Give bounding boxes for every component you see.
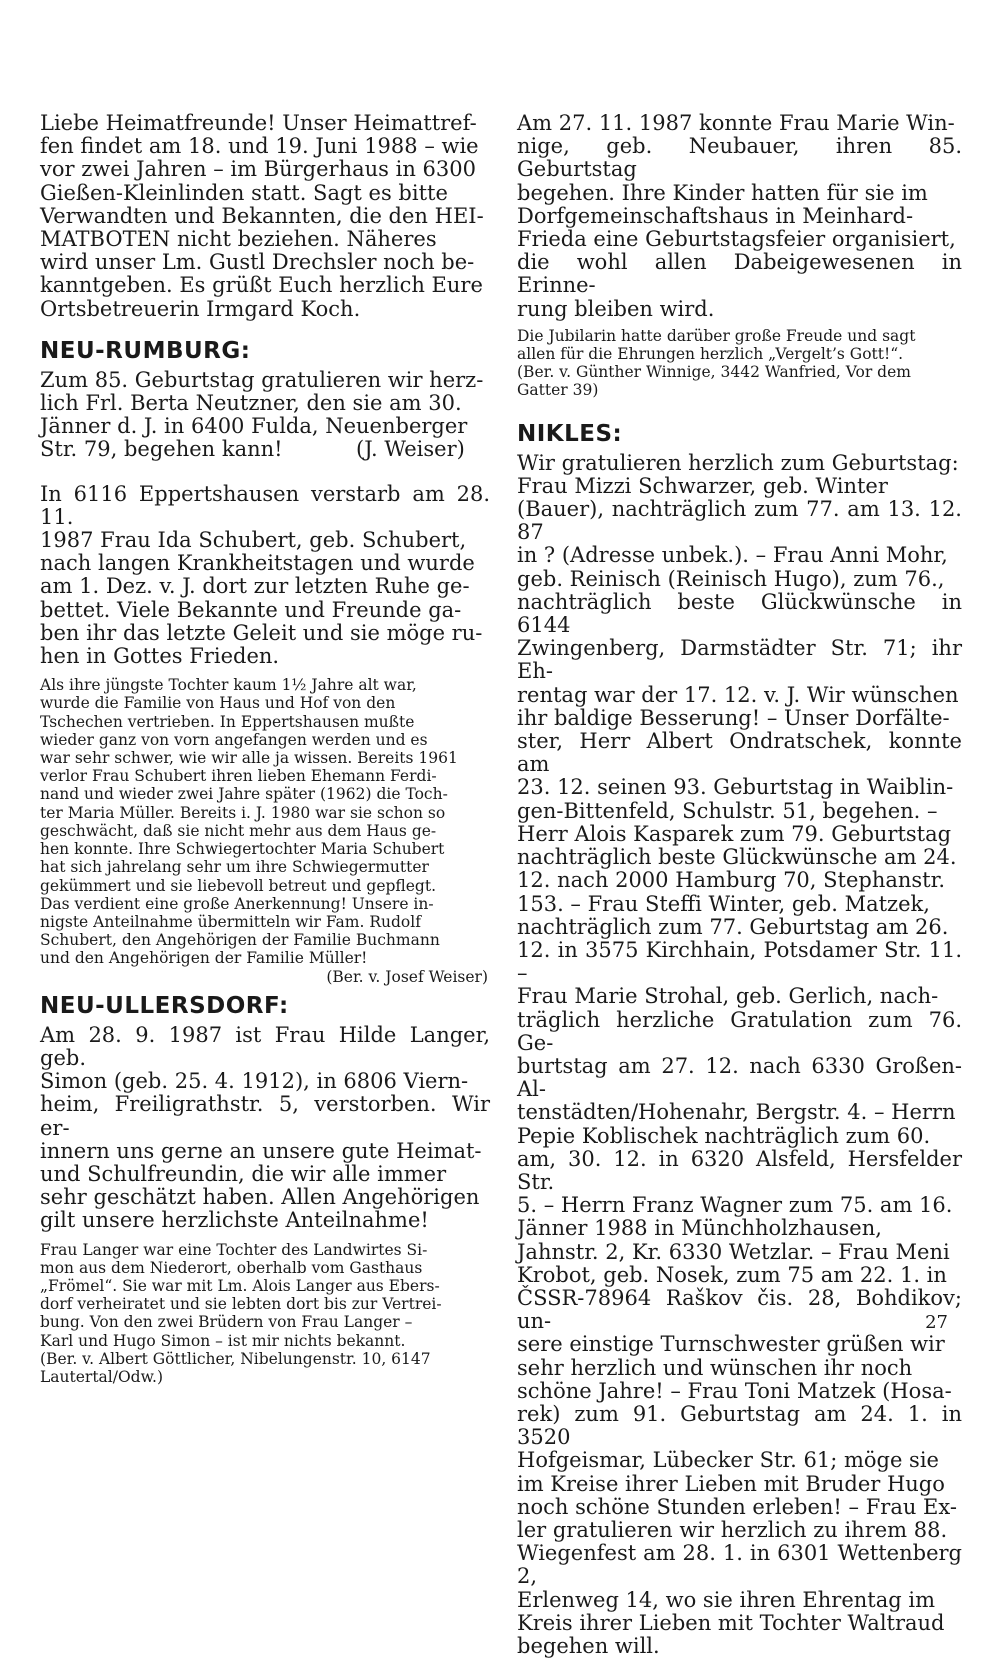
text-line: sere einstige Turnschwester grüßen wir [517, 1332, 945, 1357]
text-line: Wir gratulieren herzlich zum Geburtstag: [517, 450, 959, 475]
text-line: Lautertal/Odw.) [40, 1367, 164, 1386]
text-line: hat sich jahrelang sehr um ihre Schwiegermutter [40, 858, 429, 877]
text-line: Gießen-Kleinlinden statt. Sagt es bitte [40, 180, 448, 205]
text-line: bettet. Viele Bekannte und Freunde ga- [40, 597, 462, 622]
text-line: Liebe Heimatfreunde! Unser Heimattref- [40, 111, 477, 135]
text-line: Hofgeismar, Lübecker Str. 61; möge sie [517, 1448, 939, 1473]
text-line: ihr baldige Besserung! – Unser Dorfälte- [517, 705, 950, 730]
text-line: Wiegenfest am 28. 1. in 6301 Wettenberg 2, [517, 1541, 962, 1589]
text-line: „Frömel“. Sie war mit Lm. Alois Langer aus Ebers- [40, 1276, 440, 1295]
text-line: bung. Von den zwei Brüdern von Frau Langer – [40, 1313, 413, 1332]
text-line: Verwandten und Bekannten, die den HEI- [40, 203, 484, 228]
text-line: nach langen Krankheitstagen und wurde [40, 551, 475, 576]
text-line: allen für die Ehrungen herzlich „Vergelt’s Gott!“. [517, 345, 904, 364]
text-line: nachträglich beste Glückwünsche am 24. [517, 845, 957, 870]
text-line: innern uns gerne an unsere gute Heimat- [40, 1138, 482, 1163]
text-line: Karl und Hugo Simon – ist mir nichts bekannt. [40, 1331, 406, 1350]
text-line: Ortsbetreuerin Irmgard Koch. [40, 296, 361, 321]
text-line: 1987 Frau Ida Schubert, geb. Schubert, [40, 528, 467, 553]
text-line: Krobot, geb. Nosek, zum 75 am 22. 1. in [517, 1262, 947, 1287]
text-line: (Ber. v. Günther Winnige, 3442 Wanfried, Vor dem [517, 363, 911, 382]
text-line: im Kreise ihrer Lieben mit Bruder Hugo [517, 1471, 945, 1496]
text-line: mon aus dem Niederort, oberhalb vom Gasthaus [40, 1258, 423, 1277]
text-line: Jahnstr. 2, Kr. 6330 Wetzlar. – Frau Meni [517, 1239, 950, 1264]
text-line: verlor Frau Schubert ihren lieben Ehemann Ferdi- [40, 767, 437, 786]
text-line: geb. Reinisch (Reinisch Hugo), zum 76., [517, 566, 945, 591]
text-line: Frieda eine Geburtstagsfeier organisiert, [517, 227, 956, 252]
text-line: ter Maria Müller. Bereits i. J. 1980 war sie schon so [40, 803, 446, 822]
text-line: 5. – Herrn Franz Wagner zum 75. am 16. [517, 1193, 953, 1218]
text-line: begehen. Ihre Kinder hatten für sie im [517, 180, 928, 205]
text-line: die wohl allen Dabeigewesenen in Erinne- [517, 250, 962, 298]
text-line: in ? (Adresse unbek.). – Frau Anni Mohr, [517, 543, 948, 568]
text-line: ster, Herr Albert Ondratschek, konnte am [517, 729, 962, 777]
text-line: Das verdient eine große Anerkennung! Unsere in- [40, 894, 434, 913]
text-line: gekümmert und sie liebevoll betreut und gepflegt. [40, 876, 437, 895]
text-line: gen-Bittenfeld, Schulstr. 51, begehen. – [517, 798, 938, 823]
text-line: hen konnte. Ihre Schwiegertochter Maria Schubert [40, 840, 445, 859]
text-line: Die Jubilarin hatte darüber große Freude und sagt [517, 326, 916, 345]
text-line: Gatter 39) [517, 381, 599, 400]
text-line: Jänner d. J. in 6400 Fulda, Neuenberger [40, 414, 468, 439]
text-line: Dorfgemeinschaftshaus in Meinhard- [517, 203, 914, 228]
text-line: Herr Alois Kasparek zum 79. Geburtstag [517, 821, 952, 846]
text-line: nige, geb. Neubauer, ihren 85. Geburtstag [517, 134, 962, 182]
text-line: rentag war der 17. 12. v. J. Wir wünschen [517, 682, 959, 707]
neu-rumburg-paragraph-2 [40, 483, 490, 669]
text-line: war sehr schwer, wie wir alle ja wissen. Bereits 1961 [40, 749, 458, 768]
text-line: begehen will. [517, 1634, 660, 1658]
neu-rumburg-paragraph-1 [40, 369, 490, 462]
text-line: Zwingenberg, Darmstädter Str. 71; ihr Eh- [517, 636, 962, 684]
text-line: Tschechen vertrieben. In Eppertshausen mußte [40, 712, 415, 731]
text-line: und Schulfreundin, die wir alle immer [40, 1161, 447, 1186]
text-line: schöne Jahre! – Frau Toni Matzek (Hosa- [517, 1378, 952, 1403]
text-line: Kreis ihrer Lieben mit Tochter Waltraud [517, 1610, 945, 1635]
section-heading-neu-rumburg: NEU-RUMBURG: [40, 337, 251, 364]
text-line: am 1. Dez. v. J. dort zur letzten Ruhe ge- [40, 574, 470, 599]
right-column [517, 110, 962, 1658]
text-line: wurde die Familie von Haus und Hof von den [40, 694, 396, 713]
text-line: Zum 85. Geburtstag gratulieren wir herz- [40, 367, 484, 392]
text-line: (Ber. v. Albert Göttlicher, Nibelungenstr. 10, 6147 [40, 1349, 431, 1368]
text-line: dorf verheiratet und sie lebten dort bis zur Vertrei- [40, 1295, 442, 1314]
text-line: 153. – Frau Steffi Winter, geb. Matzek, [517, 891, 930, 916]
text-line: am, 30. 12. in 6320 Alsfeld, Hersfelder Str. [517, 1146, 962, 1194]
neu-rumburg-small-text [40, 676, 490, 967]
text-line: Frau Langer war eine Tochter des Landwirtes Si- [40, 1240, 428, 1259]
neu-rumburg-credit: (Ber. v. Josef Weiser) [326, 967, 488, 986]
text-line: Frau Marie Strohal, geb. Gerlich, nach- [517, 984, 939, 1009]
winnige-small-text [517, 327, 962, 400]
intro-paragraph [40, 112, 490, 321]
text-line: wieder ganz von vorn angefangen werden und es [40, 730, 428, 749]
neu-ullersdorf-small-text [40, 1241, 490, 1387]
section-heading-nikles: NIKLES: [517, 420, 623, 447]
text-line: ben ihr das letzte Geleit und sie möge ru- [40, 620, 483, 645]
text-line: (Bauer), nachträglich zum 77. am 13. 12. 87 [517, 497, 962, 545]
text-line: rung bleiben wird. [517, 296, 715, 321]
text-line: sehr herzlich und wünschen ihr noch [517, 1355, 913, 1380]
text-line: kanntgeben. Es grüßt Euch herzlich Eure [40, 273, 483, 298]
neu-ullersdorf-paragraph [40, 1024, 490, 1233]
text-line: noch schöne Stunden erleben! – Frau Ex- [517, 1494, 957, 1519]
text-line: MATBOTEN nicht beziehen. Näheres [40, 227, 437, 252]
text-line: lich Frl. Berta Neutzner, den sie am 30. [40, 391, 462, 416]
text-line: wird unser Lm. Gustl Drechsler noch be- [40, 250, 475, 275]
text-line: hen in Gottes Frieden. [40, 644, 280, 669]
text-line: nachträglich zum 77. Geburtstag am 26. [517, 914, 949, 939]
text-line: Frau Mizzi Schwarzer, geb. Winter [517, 473, 888, 498]
text-line: träglich herzliche Gratulation zum 76. Ge- [517, 1007, 962, 1055]
winnige-paragraph [517, 112, 962, 321]
text-line: burtstag am 27. 12. nach 6330 Großen-Al- [517, 1053, 962, 1102]
text-line: vor zwei Jahren – im Bürgerhaus in 6300 [40, 157, 476, 182]
text-line: tenstädten/Hohenahr, Bergstr. 4. – Herrn [517, 1100, 956, 1125]
text-line: 12. in 3575 Kirchhain, Potsdamer Str. 11. – [517, 937, 962, 986]
text-line: 23. 12. seinen 93. Geburtstag in Waiblin- [517, 775, 954, 800]
text-line: nand und wieder zwei Jahre später (1962) die Toch- [40, 785, 448, 804]
text-line: heim, Freiligrathstr. 5, verstorben. Wir er- [40, 1092, 490, 1140]
text-line: gilt unsere herzlichste Anteilnahme! [40, 1208, 429, 1233]
text-line: Schubert, den Angehörigen der Familie Buchmann [40, 931, 440, 950]
text-line: ČSSR-78964 Raškov čis. 28, Bohdikov; un- [517, 1285, 962, 1334]
text-line: nachträglich beste Glückwünsche in 6144 [517, 589, 962, 638]
text-line: sehr geschätzt haben. Allen Angehörigen [40, 1185, 480, 1210]
text-line: Am 28. 9. 1987 ist Frau Hilde Langer, geb. [40, 1022, 490, 1070]
nikles-paragraph [517, 452, 962, 1658]
text-line: Als ihre jüngste Tochter kaum 1½ Jahre alt war, [40, 676, 417, 695]
text-line: 12. nach 2000 Hamburg 70, Stephanstr. [517, 868, 946, 893]
text-line: ler gratulieren wir herzlich zu ihrem 88. [517, 1517, 948, 1542]
text-line: rek) zum 91. Geburtstag am 24. 1. in 3520 [517, 1401, 962, 1450]
text-line: Erlenweg 14, wo sie ihren Ehrentag im [517, 1587, 935, 1612]
text-line: Str. 79, begehen kann! (J. Weiser) [40, 437, 465, 462]
text-line: und den Angehörigen der Familie Müller! [40, 949, 368, 968]
left-column [40, 110, 490, 1386]
text-line: Pepie Koblischek nachträglich zum 60. [517, 1123, 931, 1148]
section-heading-neu-ullersdorf: NEU-ULLERSDORF: [40, 992, 289, 1019]
text-line: Simon (geb. 25. 4. 1912), in 6806 Viern- [40, 1069, 469, 1094]
text-line: In 6116 Eppertshausen verstarb am 28. 11. [40, 481, 490, 529]
text-line: Am 27. 11. 1987 konnte Frau Marie Win- [517, 111, 955, 135]
text-line: Jänner 1988 in Münchholzhausen, [517, 1216, 882, 1241]
text-line: geschwächt, daß sie nicht mehr aus dem Haus ge- [40, 821, 437, 840]
text-line: nigste Anteilnahme übermitteln wir Fam. Rudolf [40, 912, 421, 931]
page-number: 27 [925, 1312, 948, 1333]
text-line: fen findet am 18. und 19. Juni 1988 – wie [40, 134, 479, 159]
